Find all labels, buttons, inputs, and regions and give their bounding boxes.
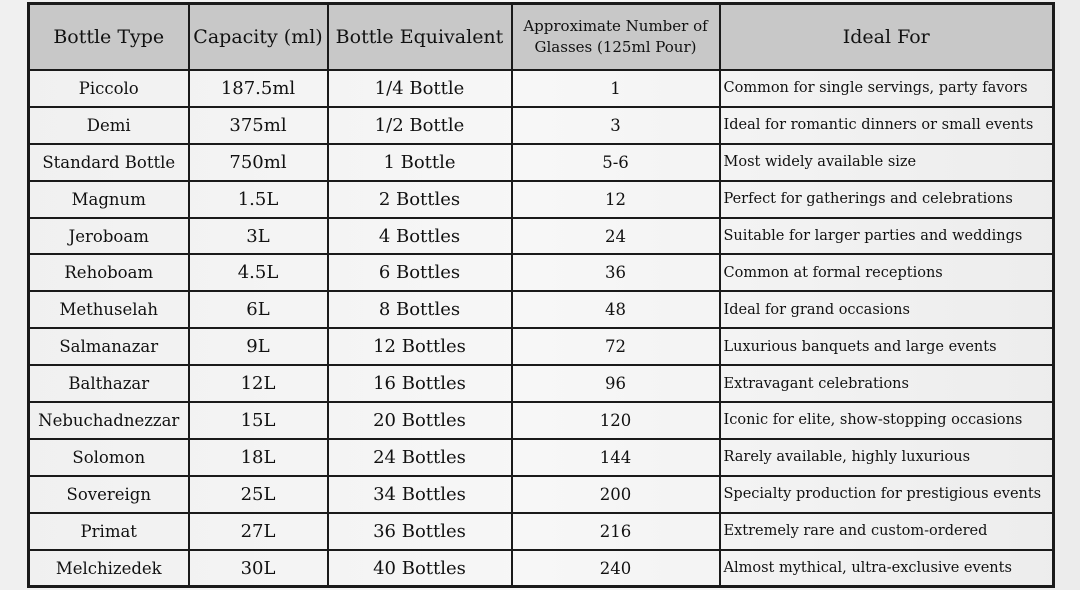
cell-capacity: 6L <box>189 291 328 328</box>
table-header-row <box>29 4 1054 71</box>
cell-ideal-for: Extravagant celebrations <box>720 365 1054 402</box>
cell-ideal-for: Almost mythical, ultra-exclusive events <box>720 550 1054 587</box>
cell-glasses: 72 <box>512 328 720 365</box>
cell-glasses: 216 <box>512 513 720 550</box>
cell-glasses: 3 <box>512 107 720 144</box>
cell-ideal-for: Common for single servings, party favors <box>720 70 1054 107</box>
cell-capacity: 30L <box>189 550 328 587</box>
bottle-size-table <box>27 2 1055 588</box>
cell-bottle-equivalent: 36 Bottles <box>328 513 512 550</box>
cell-bottle-equivalent: 4 Bottles <box>328 218 512 255</box>
cell-bottle-type: Solomon <box>29 439 189 476</box>
cell-bottle-type: Sovereign <box>29 476 189 513</box>
header-glasses-line2: Glasses (125ml Pour) <box>534 38 697 56</box>
cell-bottle-type: Magnum <box>29 181 189 218</box>
cell-capacity: 750ml <box>189 144 328 181</box>
table-row <box>29 144 1054 181</box>
table-row <box>29 439 1054 476</box>
cell-capacity: 3L <box>189 218 328 255</box>
header-ideal-for: Ideal For <box>720 4 1054 71</box>
bottle-size-table-container <box>27 2 1052 588</box>
cell-glasses: 1 <box>512 70 720 107</box>
cell-ideal-for: Suitable for larger parties and weddings <box>720 218 1054 255</box>
table-row <box>29 107 1054 144</box>
cell-bottle-type: Standard Bottle <box>29 144 189 181</box>
cell-bottle-equivalent: 1 Bottle <box>328 144 512 181</box>
cell-ideal-for: Rarely available, highly luxurious <box>720 439 1054 476</box>
header-bottle-equivalent: Bottle Equivalent <box>328 4 512 71</box>
cell-bottle-equivalent: 20 Bottles <box>328 402 512 439</box>
cell-glasses: 120 <box>512 402 720 439</box>
cell-ideal-for: Iconic for elite, show-stopping occasions <box>720 402 1054 439</box>
cell-bottle-type: Nebuchadnezzar <box>29 402 189 439</box>
table-row <box>29 70 1054 107</box>
cell-glasses: 48 <box>512 291 720 328</box>
cell-bottle-type: Primat <box>29 513 189 550</box>
header-bottle-type: Bottle Type <box>29 4 189 71</box>
cell-bottle-equivalent: 40 Bottles <box>328 550 512 587</box>
table-row <box>29 291 1054 328</box>
cell-bottle-type: Rehoboam <box>29 254 189 291</box>
cell-glasses: 200 <box>512 476 720 513</box>
cell-bottle-type: Melchizedek <box>29 550 189 587</box>
cell-capacity: 187.5ml <box>189 70 328 107</box>
cell-bottle-type: Piccolo <box>29 70 189 107</box>
cell-bottle-equivalent: 6 Bottles <box>328 254 512 291</box>
cell-glasses: 36 <box>512 254 720 291</box>
cell-bottle-equivalent: 8 Bottles <box>328 291 512 328</box>
cell-capacity: 18L <box>189 439 328 476</box>
cell-ideal-for: Perfect for gatherings and celebrations <box>720 181 1054 218</box>
cell-ideal-for: Specialty production for prestigious events <box>720 476 1054 513</box>
cell-ideal-for: Extremely rare and custom-ordered <box>720 513 1054 550</box>
cell-glasses: 240 <box>512 550 720 587</box>
table-row <box>29 254 1054 291</box>
cell-bottle-equivalent: 1/4 Bottle <box>328 70 512 107</box>
cell-ideal-for: Ideal for romantic dinners or small events <box>720 107 1054 144</box>
cell-bottle-equivalent: 12 Bottles <box>328 328 512 365</box>
cell-ideal-for: Luxurious banquets and large events <box>720 328 1054 365</box>
table-header <box>29 4 1054 71</box>
cell-bottle-equivalent: 34 Bottles <box>328 476 512 513</box>
table-body <box>29 70 1054 587</box>
cell-capacity: 25L <box>189 476 328 513</box>
cell-glasses: 5-6 <box>512 144 720 181</box>
cell-glasses: 144 <box>512 439 720 476</box>
cell-bottle-type: Salmanazar <box>29 328 189 365</box>
cell-bottle-equivalent: 1/2 Bottle <box>328 107 512 144</box>
cell-capacity: 27L <box>189 513 328 550</box>
table-row <box>29 513 1054 550</box>
cell-capacity: 9L <box>189 328 328 365</box>
table-row <box>29 550 1054 587</box>
cell-capacity: 12L <box>189 365 328 402</box>
table-row <box>29 181 1054 218</box>
cell-ideal-for: Most widely available size <box>720 144 1054 181</box>
cell-glasses: 24 <box>512 218 720 255</box>
cell-bottle-type: Demi <box>29 107 189 144</box>
cell-glasses: 96 <box>512 365 720 402</box>
cell-capacity: 1.5L <box>189 181 328 218</box>
table-row <box>29 402 1054 439</box>
header-glasses-line1: Approximate Number of <box>523 17 708 35</box>
cell-bottle-equivalent: 24 Bottles <box>328 439 512 476</box>
cell-glasses: 12 <box>512 181 720 218</box>
cell-bottle-type: Jeroboam <box>29 218 189 255</box>
cell-capacity: 375ml <box>189 107 328 144</box>
cell-ideal-for: Ideal for grand occasions <box>720 291 1054 328</box>
cell-ideal-for: Common at formal receptions <box>720 254 1054 291</box>
cell-capacity: 15L <box>189 402 328 439</box>
header-glasses <box>512 4 720 71</box>
table-row <box>29 218 1054 255</box>
cell-bottle-equivalent: 2 Bottles <box>328 181 512 218</box>
cell-bottle-equivalent: 16 Bottles <box>328 365 512 402</box>
table-row <box>29 365 1054 402</box>
cell-bottle-type: Balthazar <box>29 365 189 402</box>
cell-bottle-type: Methuselah <box>29 291 189 328</box>
table-row <box>29 476 1054 513</box>
table-row <box>29 328 1054 365</box>
cell-capacity: 4.5L <box>189 254 328 291</box>
header-capacity: Capacity (ml) <box>189 4 328 71</box>
